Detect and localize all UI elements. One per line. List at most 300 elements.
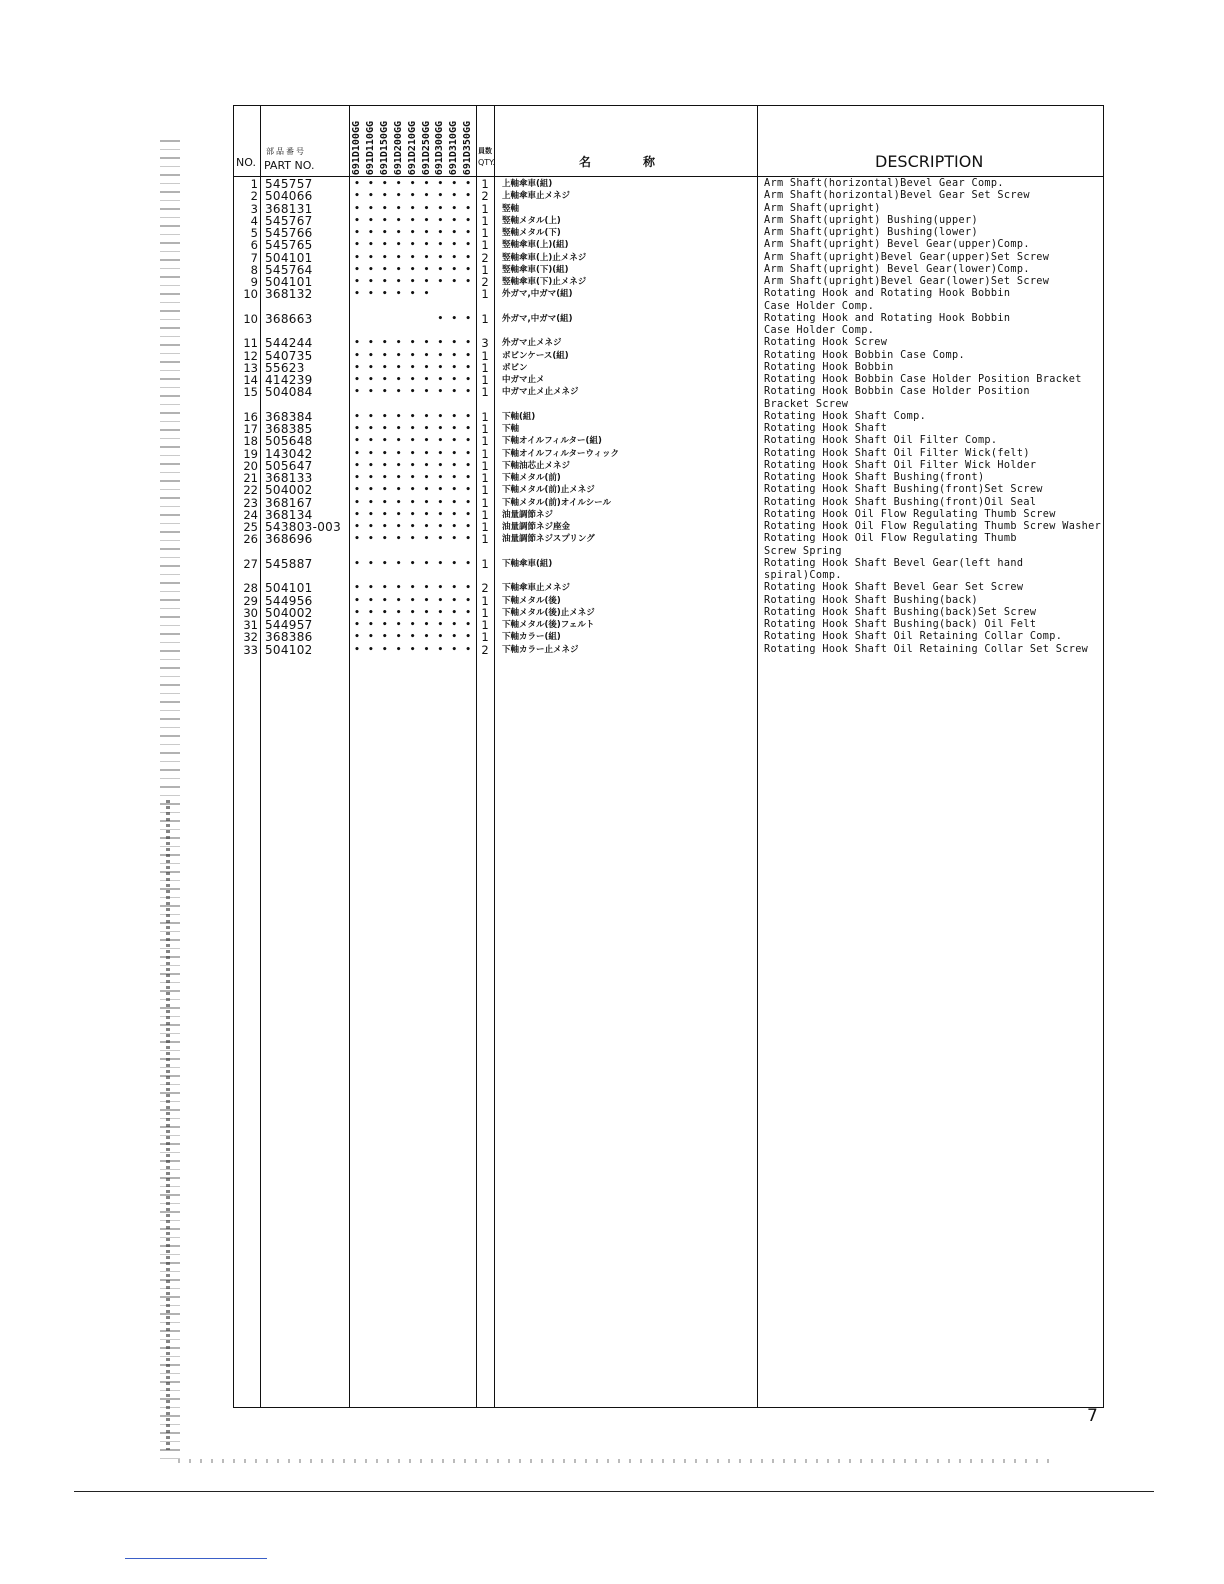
model-applicability-mark: • — [381, 240, 388, 251]
model-applicability-mark: • — [465, 534, 472, 545]
description-line: Rotating Hook Bobbin Case Holder Position — [764, 386, 1030, 398]
model-applicability-mark: • — [423, 485, 430, 496]
japanese-name: 油量調節ネジ — [502, 509, 554, 520]
model-applicability-mark: • — [423, 203, 430, 214]
model-applicability-mark: • — [437, 387, 444, 398]
row-number: 11 — [243, 336, 258, 351]
model-applicability-mark: • — [354, 215, 360, 226]
model-applicability-mark: • — [451, 436, 458, 447]
model-applicability-mark: • — [465, 436, 472, 447]
model-applicability-mark: • — [395, 485, 402, 496]
row-number: 20 — [243, 458, 258, 473]
model-applicability-mark: • — [451, 522, 458, 532]
row-number: 1 — [250, 177, 258, 191]
model-applicability-mark: • — [409, 179, 416, 189]
model-applicability-mark: • — [451, 534, 458, 545]
model-applicability-mark: • — [409, 460, 416, 471]
model-applicability-mark: • — [368, 411, 374, 422]
model-applicability-mark: • — [354, 411, 360, 422]
model-applicability-mark: • — [381, 375, 388, 385]
model-applicability-mark: • — [423, 264, 430, 275]
quantity: 1 — [481, 495, 489, 510]
model-applicability-mark: • — [409, 277, 416, 287]
description-line: Arm Shaft(upright) Bushing(upper) — [764, 214, 978, 226]
model-applicability-mark: • — [465, 620, 472, 630]
japanese-name: 上軸傘車(組) — [502, 179, 553, 189]
description-line: Arm Shaft(upright)Bevel Gear(lower)Set Screw — [764, 276, 1050, 287]
model-applicability-mark: • — [395, 289, 402, 300]
table-row — [234, 190, 1103, 202]
model-applicability-mark: • — [437, 252, 444, 263]
row-number: 22 — [243, 483, 258, 498]
row-number: 25 — [243, 520, 258, 534]
japanese-name: 下軸メタル(前)オイルシール — [502, 497, 611, 508]
quantity: 1 — [481, 360, 489, 375]
model-applicability-mark: • — [423, 375, 430, 385]
model-applicability-mark: • — [354, 240, 360, 251]
model-applicability-mark: • — [465, 411, 472, 422]
model-applicability-mark: • — [395, 595, 402, 606]
model-applicability-mark: • — [465, 387, 472, 398]
model-applicability-mark: • — [451, 620, 458, 630]
japanese-name: 油量調節ネジ座金 — [502, 522, 571, 532]
model-code-header: 691D250GG — [420, 120, 432, 175]
table-row — [234, 264, 1103, 276]
model-applicability-mark: • — [368, 362, 374, 373]
model-applicability-mark: • — [437, 350, 444, 361]
description-line: Rotating Hook Shaft — [764, 423, 888, 434]
row-number: 28 — [243, 581, 258, 596]
model-applicability-mark: • — [381, 289, 388, 300]
part-number: 368385 — [265, 422, 313, 436]
quantity: 1 — [481, 287, 489, 302]
model-applicability-mark: • — [368, 289, 374, 300]
model-applicability-mark: • — [368, 595, 374, 606]
model-code-header: 691D210GG — [406, 120, 418, 175]
model-applicability-mark: • — [451, 191, 458, 202]
model-applicability-mark: • — [381, 620, 388, 630]
model-applicability-mark: • — [409, 240, 416, 251]
quantity: 1 — [481, 373, 489, 387]
row-number: 5 — [250, 226, 258, 240]
model-applicability-mark: • — [368, 485, 374, 496]
model-applicability-mark: • — [354, 583, 360, 594]
quantity: 2 — [481, 250, 489, 265]
model-applicability-mark: • — [437, 632, 444, 643]
model-applicability-mark: • — [381, 632, 388, 643]
quantity: 1 — [481, 177, 489, 191]
row-number: 12 — [243, 348, 258, 363]
column-divider — [494, 106, 495, 1407]
row-number: 14 — [243, 373, 258, 387]
quantity: 1 — [481, 556, 489, 571]
model-applicability-mark: • — [409, 411, 416, 422]
quantity: 1 — [481, 213, 489, 228]
table-row — [234, 239, 1103, 251]
model-applicability-mark: • — [465, 240, 472, 251]
column-divider — [476, 106, 477, 1407]
model-applicability-mark: • — [451, 277, 458, 287]
description-line: Rotating Hook Shaft Bushing(back)Set Screw — [764, 606, 1037, 618]
model-applicability-mark: • — [409, 509, 416, 520]
model-applicability-mark: • — [409, 607, 416, 618]
model-applicability-mark: • — [451, 509, 458, 520]
model-code-header: 691D100GG — [351, 120, 362, 175]
quantity: 1 — [481, 593, 489, 608]
model-code-header: 691D150GG — [378, 120, 390, 175]
model-applicability-mark: • — [465, 583, 472, 594]
japanese-name: 竪軸メタル(上) — [502, 215, 561, 226]
model-applicability-mark: • — [354, 558, 360, 569]
row-number: 2 — [250, 189, 258, 204]
quantity: 1 — [481, 471, 489, 485]
header-no: NO. — [236, 156, 256, 169]
description-line: Rotating Hook Screw — [764, 337, 888, 349]
model-applicability-mark: • — [465, 277, 472, 287]
model-applicability-mark: • — [437, 460, 444, 471]
model-applicability-mark: • — [437, 473, 444, 483]
part-number: 545767 — [265, 213, 313, 228]
row-number: 3 — [250, 201, 258, 216]
quantity: 3 — [481, 336, 489, 351]
japanese-name: 外ガマ,中ガマ(組) — [502, 289, 573, 300]
part-number: 504101 — [265, 275, 313, 289]
row-number: 21 — [243, 471, 258, 485]
part-number: 540735 — [265, 348, 313, 363]
description-line: Rotating Hook Shaft Oil Filter Wick(felt) — [764, 447, 1030, 459]
header-part-jp: 部品番号 — [266, 147, 306, 156]
model-applicability-mark: • — [368, 215, 374, 226]
model-code-header: 691D200GG — [392, 120, 404, 175]
model-applicability-mark: • — [465, 313, 472, 324]
model-applicability-mark: • — [423, 534, 430, 545]
row-number: 31 — [243, 618, 258, 632]
model-applicability-mark: • — [409, 485, 416, 496]
table-row — [234, 411, 1103, 423]
model-applicability-mark: • — [465, 460, 472, 471]
quantity: 1 — [481, 630, 489, 645]
model-applicability-mark: • — [409, 558, 416, 569]
model-applicability-mark: • — [354, 387, 360, 398]
table-row — [234, 362, 1103, 374]
model-applicability-mark: • — [451, 375, 458, 385]
model-applicability-mark: • — [395, 436, 402, 447]
model-applicability-mark: • — [465, 179, 472, 189]
model-applicability-mark: • — [437, 595, 444, 606]
part-number: 55623 — [265, 360, 305, 375]
model-applicability-mark: • — [395, 473, 402, 483]
model-applicability-mark: • — [465, 362, 472, 373]
japanese-name: 竪軸メタル(下) — [502, 228, 561, 238]
model-applicability-mark: • — [437, 436, 444, 447]
model-applicability-mark: • — [368, 424, 374, 434]
part-number: 504002 — [265, 483, 313, 498]
model-applicability-mark: • — [465, 644, 472, 655]
table-row — [234, 582, 1103, 594]
model-applicability-mark: • — [368, 387, 374, 398]
part-number: 544244 — [265, 336, 313, 351]
model-applicability-mark: • — [437, 240, 444, 251]
model-applicability-mark: • — [437, 375, 444, 385]
model-applicability-mark: • — [437, 522, 444, 532]
japanese-name: 下軸油芯止メネジ — [502, 460, 571, 471]
japanese-name: 竪軸傘車(下)(組) — [502, 264, 569, 275]
model-applicability-mark: • — [465, 350, 472, 361]
description-line: Rotating Hook Shaft Bushing(back) — [764, 594, 978, 606]
table-row — [234, 509, 1103, 521]
model-applicability-mark: • — [395, 424, 402, 434]
model-applicability-mark: • — [381, 583, 388, 594]
model-applicability-mark: • — [381, 607, 388, 618]
model-applicability-mark: • — [354, 448, 360, 459]
description-line: Screw Spring — [764, 545, 842, 557]
model-applicability-mark: • — [381, 350, 388, 361]
row-number: 16 — [243, 409, 258, 424]
japanese-name: 外ガマ,中ガマ(組) — [502, 313, 573, 324]
model-applicability-mark: • — [354, 436, 360, 447]
description-line: Arm Shaft(upright) Bevel Gear(lower)Comp. — [764, 263, 1030, 275]
japanese-name: ボビンケース(組) — [502, 350, 569, 361]
model-applicability-mark: • — [395, 350, 402, 361]
model-applicability-mark: • — [437, 215, 444, 226]
quantity: 1 — [481, 507, 489, 522]
model-applicability-mark: • — [423, 338, 430, 349]
model-applicability-mark: • — [451, 252, 458, 263]
part-number: 545887 — [265, 556, 313, 571]
model-applicability-mark: • — [451, 595, 458, 606]
row-number: 23 — [243, 495, 258, 510]
model-applicability-mark: • — [381, 534, 388, 545]
table-row — [234, 460, 1103, 472]
part-number: 505648 — [265, 434, 313, 449]
model-applicability-mark: • — [381, 436, 388, 447]
model-applicability-mark: • — [395, 534, 402, 545]
model-applicability-mark: • — [465, 448, 472, 459]
japanese-name: 竪軸傘車(上)(組) — [502, 240, 569, 251]
model-applicability-mark: • — [395, 583, 402, 594]
description-line: Arm Shaft(upright) — [764, 202, 881, 214]
model-applicability-mark: • — [409, 473, 416, 483]
model-applicability-mark: • — [395, 644, 402, 655]
model-applicability-mark: • — [409, 644, 416, 655]
model-applicability-mark: • — [437, 509, 444, 520]
model-applicability-mark: • — [451, 644, 458, 655]
model-applicability-mark: • — [368, 497, 374, 508]
model-applicability-mark: • — [437, 191, 444, 202]
model-applicability-mark: • — [354, 362, 360, 373]
model-applicability-mark: • — [437, 448, 444, 459]
japanese-name: 下軸オイルフィルターウィック — [502, 448, 620, 459]
model-applicability-mark: • — [395, 338, 402, 349]
model-applicability-mark: • — [423, 277, 430, 287]
header-divider — [234, 176, 1103, 177]
model-applicability-mark: • — [437, 313, 444, 324]
quantity: 1 — [481, 618, 489, 632]
part-number: 504102 — [265, 642, 313, 657]
model-applicability-mark: • — [465, 522, 472, 532]
japanese-name: 下軸傘車止メネジ — [502, 583, 571, 594]
row-number: 18 — [243, 434, 258, 449]
row-number: 29 — [243, 593, 258, 608]
quantity: 1 — [481, 446, 489, 461]
model-applicability-mark: • — [409, 203, 416, 214]
model-applicability-mark: • — [437, 264, 444, 275]
japanese-name: ボビン — [502, 362, 528, 373]
model-applicability-mark: • — [409, 191, 416, 202]
description-line: Rotating Hook Oil Flow Regulating Thumb Screw — [764, 508, 1056, 520]
part-number: 543803-003 — [265, 520, 342, 534]
model-applicability-mark: • — [465, 632, 472, 643]
part-number: 368167 — [265, 495, 313, 510]
table-row — [234, 472, 1103, 484]
model-code-header: 691D300GG — [434, 120, 446, 175]
table-row — [234, 374, 1103, 386]
model-applicability-mark: • — [354, 424, 360, 434]
model-applicability-mark: • — [423, 558, 430, 569]
model-applicability-mark: • — [354, 595, 360, 606]
model-applicability-mark: • — [451, 362, 458, 373]
description-line: Bracket Screw — [764, 398, 849, 410]
model-applicability-mark: • — [395, 497, 402, 508]
model-applicability-mark: • — [465, 607, 472, 618]
row-number: 9 — [250, 275, 258, 289]
table-row — [234, 227, 1103, 239]
japanese-name: 下軸カラー(組) — [502, 632, 561, 643]
table-row — [234, 435, 1103, 447]
model-applicability-mark: • — [451, 424, 458, 434]
model-applicability-mark: • — [451, 411, 458, 422]
header-qty-jp: 員数 — [478, 147, 492, 155]
model-applicability-mark: • — [423, 436, 430, 447]
japanese-name: 下軸メタル(後)フェルト — [502, 620, 595, 630]
model-applicability-mark: • — [465, 203, 472, 214]
table-row — [234, 311, 1103, 336]
table-row — [234, 423, 1103, 435]
model-applicability-mark: • — [423, 424, 430, 434]
scan-noise — [178, 1459, 1058, 1463]
model-applicability-mark: • — [437, 607, 444, 618]
model-applicability-mark: • — [395, 228, 402, 238]
model-applicability-mark: • — [368, 509, 374, 520]
model-applicability-mark: • — [409, 387, 416, 398]
part-number: 368131 — [265, 201, 313, 216]
model-applicability-mark: • — [368, 375, 374, 385]
model-applicability-mark: • — [368, 436, 374, 447]
japanese-name: 竪軸傘車(上)止メネジ — [502, 252, 587, 263]
model-applicability-mark: • — [465, 497, 472, 508]
description-line: Rotating Hook Shaft Oil Filter Wick Holder — [764, 459, 1037, 471]
model-applicability-mark: • — [381, 252, 388, 263]
model-applicability-mark: • — [354, 460, 360, 471]
model-applicability-mark: • — [368, 191, 374, 202]
model-applicability-mark: • — [381, 522, 388, 532]
model-applicability-mark: • — [451, 338, 458, 349]
model-applicability-mark: • — [465, 375, 472, 385]
model-applicability-mark: • — [354, 350, 360, 361]
model-applicability-mark: • — [437, 497, 444, 508]
row-number: 30 — [243, 605, 258, 620]
description-line: Rotating Hook Bobbin Case Comp. — [764, 349, 965, 361]
quantity: 1 — [481, 226, 489, 240]
part-number: 143042 — [265, 446, 313, 461]
model-applicability-mark: • — [354, 607, 360, 618]
model-applicability-mark: • — [465, 228, 472, 238]
part-number: 545757 — [265, 177, 313, 191]
model-applicability-mark: • — [354, 534, 360, 545]
description-line: Arm Shaft(upright) Bushing(lower) — [764, 227, 978, 238]
model-applicability-mark: • — [451, 313, 458, 324]
part-number: 505647 — [265, 458, 313, 473]
quantity: 1 — [481, 458, 489, 473]
model-applicability-mark: • — [437, 277, 444, 287]
model-applicability-mark: • — [381, 460, 388, 471]
model-applicability-mark: • — [381, 644, 388, 655]
model-applicability-mark: • — [381, 558, 388, 569]
model-applicability-mark: • — [437, 338, 444, 349]
model-applicability-mark: • — [409, 228, 416, 238]
model-applicability-mark: • — [423, 252, 430, 263]
model-applicability-mark: • — [437, 644, 444, 655]
model-applicability-mark: • — [423, 228, 430, 238]
model-applicability-mark: • — [368, 350, 374, 361]
model-applicability-mark: • — [451, 558, 458, 569]
model-applicability-mark: • — [395, 179, 402, 189]
part-number: 545765 — [265, 238, 313, 253]
description-line: Rotating Hook Oil Flow Regulating Thumb Screw Washer — [764, 521, 1102, 532]
japanese-name: 下軸オイルフィルター(組) — [502, 436, 602, 447]
model-applicability-mark: • — [451, 460, 458, 471]
model-applicability-mark: • — [381, 497, 388, 508]
japanese-name: 中ガマ止メ — [502, 375, 545, 385]
table-row — [234, 607, 1103, 619]
description-line: Rotating Hook Shaft Oil Retaining Collar Comp. — [764, 631, 1063, 643]
header-description: DESCRIPTION — [875, 152, 984, 171]
model-applicability-mark: • — [395, 632, 402, 643]
model-applicability-mark: • — [451, 350, 458, 361]
model-applicability-mark: • — [451, 583, 458, 594]
model-applicability-mark: • — [423, 411, 430, 422]
model-applicability-mark: • — [395, 240, 402, 251]
part-number: 368384 — [265, 409, 313, 424]
part-number: 368386 — [265, 630, 313, 645]
japanese-name: 外ガマ止メネジ — [502, 338, 562, 349]
model-applicability-mark: • — [354, 644, 360, 655]
model-applicability-mark: • — [354, 632, 360, 643]
description-line: Rotating Hook Shaft Bevel Gear(left hand — [764, 557, 1024, 569]
model-applicability-mark: • — [451, 215, 458, 226]
quantity: 1 — [481, 532, 489, 547]
parts-table — [233, 105, 1104, 1408]
model-applicability-mark: • — [423, 240, 430, 251]
model-applicability-mark: • — [465, 473, 472, 483]
model-applicability-mark: • — [423, 289, 430, 300]
model-applicability-mark: • — [368, 338, 374, 349]
model-code-headers — [350, 106, 478, 176]
model-applicability-mark: • — [368, 607, 374, 618]
model-applicability-mark: • — [395, 558, 402, 569]
model-applicability-mark: • — [451, 448, 458, 459]
column-divider — [349, 106, 350, 1407]
description-line: Arm Shaft(horizontal)Bevel Gear Set Screw — [764, 190, 1030, 202]
model-applicability-mark: • — [409, 522, 416, 532]
table-row — [234, 215, 1103, 227]
model-applicability-mark: • — [409, 620, 416, 630]
model-applicability-mark: • — [423, 522, 430, 532]
row-number: 4 — [250, 213, 258, 228]
model-applicability-mark: • — [381, 179, 388, 189]
japanese-name: 下軸カラー止メネジ — [502, 644, 579, 655]
quantity: 2 — [481, 581, 489, 596]
